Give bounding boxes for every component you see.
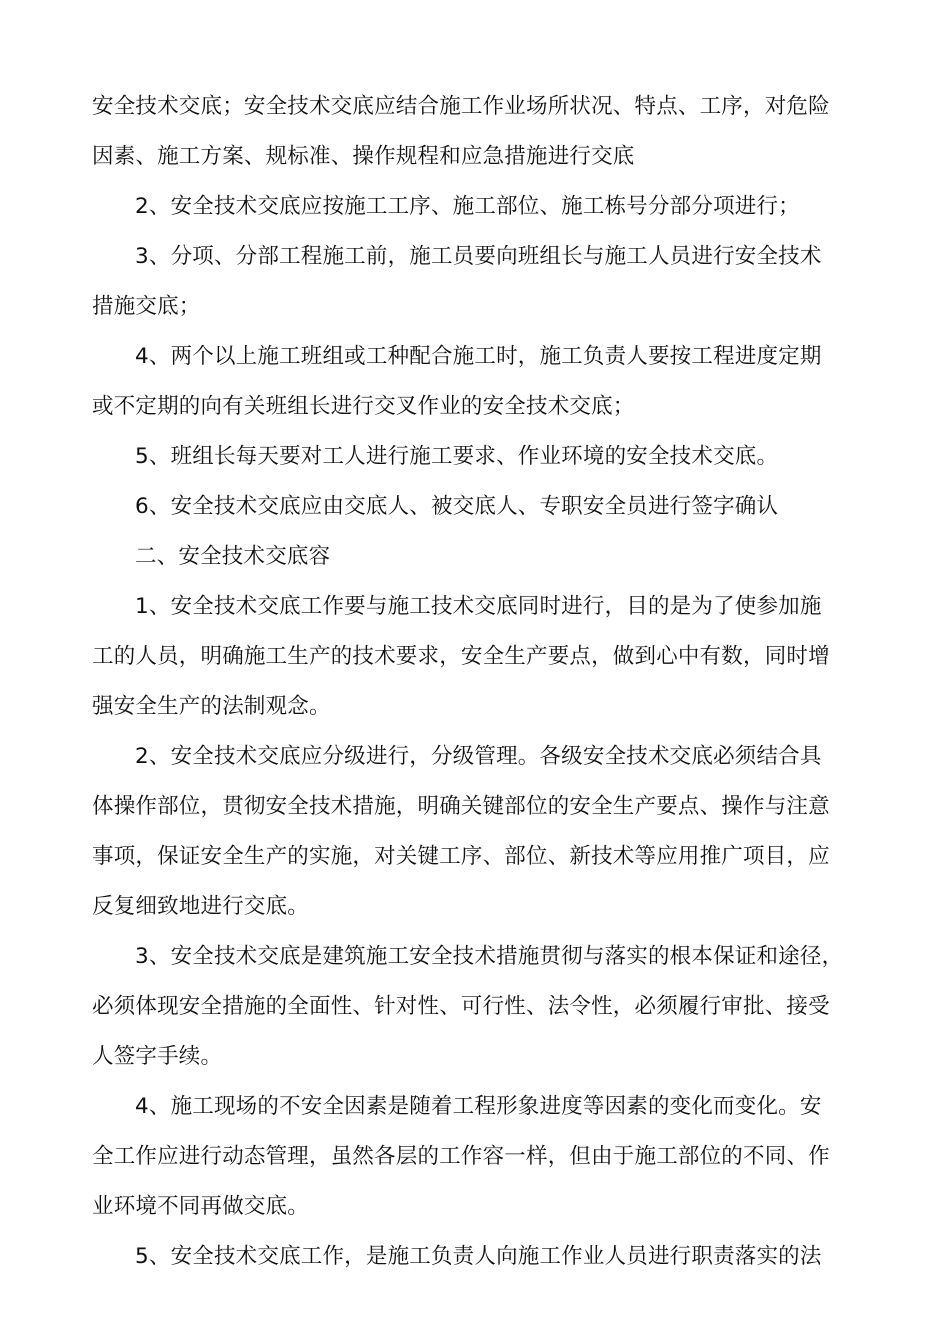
text-line: 人签字手续。 [92, 1044, 223, 1069]
text-line: 工的人员，明确施工生产的技术要求，安全生产要点，做到心中有数，同时增 [92, 644, 830, 669]
text-line: 反复细致地进行交底。 [92, 894, 310, 919]
text-line: 强安全生产的法制观念。 [92, 694, 331, 719]
text-line: 4、两个以上施工班组或工种配合施工时，施工负责人要按工程进度定期 [135, 344, 822, 369]
text-line: 6、安全技术交底应由交底人、被交底人、专职安全员进行签字确认 [135, 494, 779, 519]
text-line: 5、安全技术交底工作，是施工负责人向施工作业人员进行职责落实的法 [135, 1244, 822, 1269]
text-line: 5、班组长每天要对工人进行施工要求、作业环境的安全技术交底。 [135, 444, 779, 469]
text-line: 安全技术交底；安全技术交底应结合施工作业场所状况、特点、工序，对危险 [92, 94, 830, 119]
text-line: 或不定期的向有关班组长进行交叉作业的安全技术交底； [92, 394, 635, 419]
text-line: 全工作应进行动态管理，虽然各层的工作容一样，但由于施工部位的不同、作 [92, 1144, 830, 1169]
text-line: 4、施工现场的不安全因素是随着工程形象进度等因素的变化而变化。安 [135, 1094, 822, 1119]
text-line: 事项，保证安全生产的实施，对关键工序、部位、新技术等应用推广项目，应 [92, 844, 830, 869]
text-line: 3、分项、分部工程施工前，施工员要向班组长与施工人员进行安全技术 [135, 244, 822, 269]
text-line: 3、安全技术交底是建筑施工安全技术措施贯彻与落实的根本保证和途径， [135, 944, 844, 969]
text-line: 2、安全技术交底应分级进行，分级管理。各级安全技术交底必须结合具 [135, 744, 822, 769]
text-line: 必须体现安全措施的全面性、针对性、可行性、法令性，必须履行审批、接受 [92, 994, 830, 1019]
text-line: 措施交底； [92, 294, 201, 319]
text-line: 因素、施工方案、规标准、操作规程和应急措施进行交底 [92, 144, 635, 169]
section-heading: 二、安全技术交底容 [135, 544, 331, 569]
text-line: 体操作部位，贯彻安全技术措施，明确关键部位的安全生产要点、操作与注意 [92, 794, 830, 819]
text-line: 1、安全技术交底工作要与施工技术交底同时进行，目的是为了使参加施 [135, 594, 822, 619]
text-line: 2、安全技术交底应按施工工序、施工部位、施工栋号分部分项进行； [135, 194, 800, 219]
text-line: 业环境不同再做交底。 [92, 1194, 310, 1219]
